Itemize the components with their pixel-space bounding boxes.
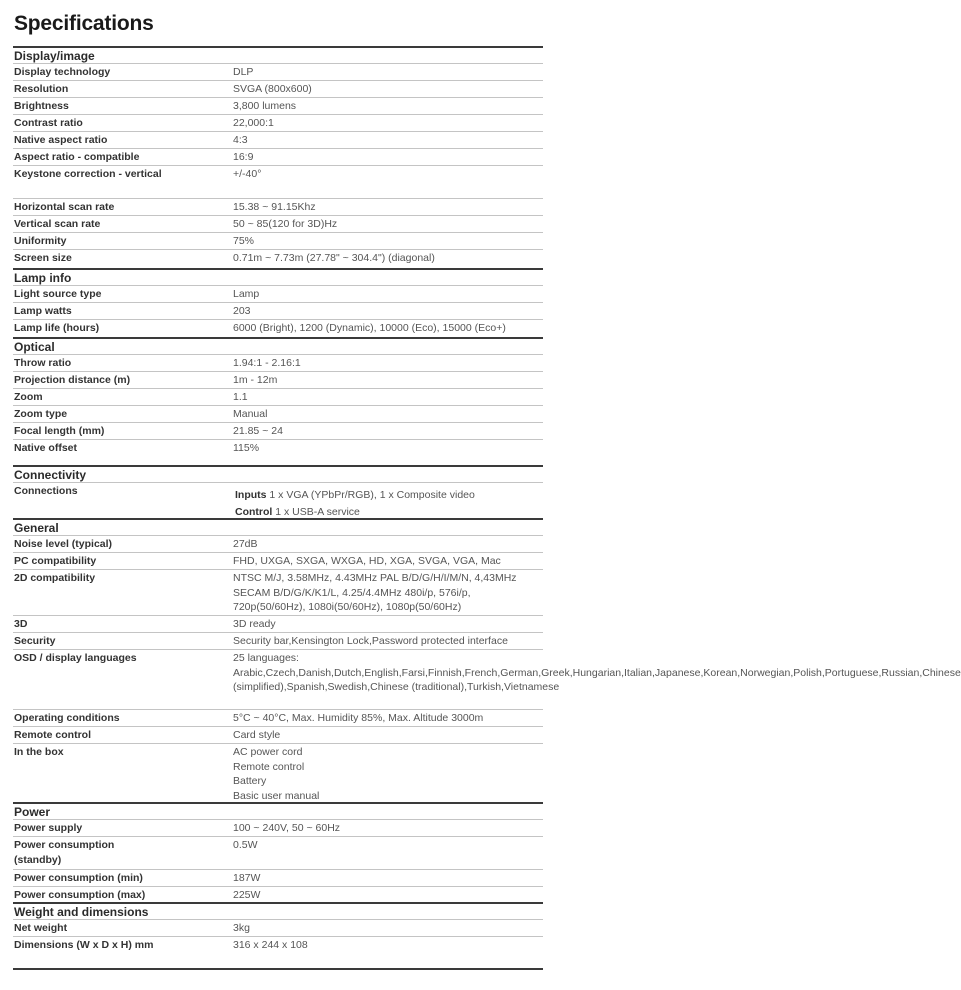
spec-value: 50 ~ 85(120 for 3D)Hz <box>233 218 338 230</box>
spec-value: 187W <box>233 872 261 884</box>
spec-value: 75% <box>233 235 255 247</box>
spec-label: Contrast ratio <box>14 117 83 129</box>
row-divider <box>13 354 543 355</box>
section-heading: General <box>14 521 59 535</box>
spec-value: 100 ~ 240V, 50 ~ 60Hz <box>233 822 341 834</box>
row-divider <box>13 709 543 710</box>
spec-label: Security <box>14 635 56 647</box>
spec-label: Power consumption (min) <box>14 872 143 884</box>
control-label: Control <box>235 506 273 518</box>
row-divider <box>13 371 543 372</box>
section-divider <box>13 337 543 339</box>
spec-value: Card style <box>233 729 281 741</box>
row-divider <box>13 131 543 132</box>
spec-value: +/-40° <box>233 168 262 180</box>
row-divider <box>13 319 543 320</box>
row-divider <box>13 249 543 250</box>
spec-value: 225W <box>233 889 261 901</box>
spec-value: NTSC M/J, 3.58MHz, 4.43MHz PAL B/D/G/H/I/M/N, 4,43MHz SECAM B/D/G/K/K1/L, 4.25/4.4MHz 480i/p, 576i/p, 720p(50/60Hz), 1080i(50/60Hz), 1080p(50/60Hz) <box>233 572 517 613</box>
spec-label: Horizontal scan rate <box>14 201 115 213</box>
row-divider <box>13 422 543 423</box>
spec-label: Light source type <box>14 288 102 300</box>
row-divider <box>13 198 543 199</box>
spec-label: Lamp life (hours) <box>14 322 100 334</box>
spec-value: AC power cord Remote control Battery Basic user manual <box>233 746 320 802</box>
spec-value: 3kg <box>233 922 250 934</box>
spec-label: Remote control <box>14 729 92 741</box>
section-divider <box>13 465 543 467</box>
inputs-value: 1 x VGA (YPbPr/RGB), 1 x Composite video <box>269 489 475 501</box>
row-divider <box>13 482 543 483</box>
spec-value: 1.1 <box>233 391 248 403</box>
spec-label: Throw ratio <box>14 357 72 369</box>
spec-label: Power consumption (max) <box>14 889 146 901</box>
spec-value: Lamp <box>233 288 260 300</box>
row-divider <box>13 743 543 744</box>
spec-label: 3D <box>14 618 28 630</box>
spec-label: Resolution <box>14 83 69 95</box>
spec-label: Power supply <box>14 822 83 834</box>
spec-label: Dimensions (W x D x H) mm <box>14 939 154 951</box>
spec-value: 203 <box>233 305 251 317</box>
spec-label: Native aspect ratio <box>14 134 108 146</box>
spec-label: Power consumption (standby) <box>14 839 115 866</box>
section-heading: Lamp info <box>14 271 72 285</box>
section-divider <box>13 902 543 904</box>
spec-label: Zoom type <box>14 408 68 420</box>
row-divider <box>13 165 543 166</box>
spec-value: Manual <box>233 408 268 420</box>
spec-label: PC compatibility <box>14 555 97 567</box>
spec-label: Net weight <box>14 922 68 934</box>
section-divider <box>13 518 543 520</box>
section-divider <box>13 46 543 48</box>
bottom-divider <box>13 968 543 970</box>
spec-value: 1m - 12m <box>233 374 278 386</box>
section-heading: Display/image <box>14 49 95 63</box>
spec-label: Lamp watts <box>14 305 72 317</box>
row-divider <box>13 819 543 820</box>
row-divider <box>13 302 543 303</box>
spec-value: 25 languages: Arabic,Czech,Danish,Dutch,English,Farsi,Finnish,French,German,Greek,Hungarian,Italian,Japanese,Korean,Norwegian,Polish,Portuguese,Russian,Chinese (simplified),Spanish,Swedish,Chinese (traditional),Turkish,Vietnamese <box>233 652 961 693</box>
spec-label: Zoom <box>14 391 43 403</box>
spec-value: 1.94:1 - 2.16:1 <box>233 357 301 369</box>
row-divider <box>13 615 543 616</box>
spec-value: FHD, UXGA, SXGA, WXGA, HD, XGA, SVGA, VGA, Mac <box>233 555 501 567</box>
spec-label: Aspect ratio - compatible <box>14 151 140 163</box>
spec-value: 0.71m ~ 7.73m (27.78" ~ 304.4") (diagonal) <box>233 252 435 264</box>
row-divider <box>13 569 543 570</box>
spec-value: 3D ready <box>233 618 276 630</box>
spec-label: OSD / display languages <box>14 652 137 664</box>
spec-value: 15.38 ~ 91.15Khz <box>233 201 316 213</box>
spec-value: 3,800 lumens <box>233 100 297 112</box>
spec-label: Focal length (mm) <box>14 425 105 437</box>
spec-label: Vertical scan rate <box>14 218 101 230</box>
row-divider <box>13 405 543 406</box>
spec-label: Keystone correction - vertical <box>14 168 162 180</box>
section-heading: Optical <box>14 340 55 354</box>
row-divider <box>13 285 543 286</box>
spec-label: 2D compatibility <box>14 572 96 584</box>
spec-label: Native offset <box>14 442 78 454</box>
row-divider <box>13 552 543 553</box>
section-divider <box>13 802 543 804</box>
row-divider <box>13 232 543 233</box>
spec-value: 4:3 <box>233 134 248 146</box>
spec-value: SVGA (800x600) <box>233 83 312 95</box>
spec-value: 0.5W <box>233 839 258 851</box>
row-divider <box>13 80 543 81</box>
spec-label: Screen size <box>14 252 72 264</box>
spec-value: 5°C ~ 40°C, Max. Humidity 85%, Max. Altitude 3000m <box>233 712 484 724</box>
spec-label: Noise level (typical) <box>14 538 113 550</box>
section-heading: Power <box>14 805 51 819</box>
section-heading: Weight and dimensions <box>14 905 149 919</box>
row-divider <box>13 936 543 937</box>
row-divider <box>13 97 543 98</box>
spec-label: Brightness <box>14 100 69 112</box>
row-divider <box>13 388 543 389</box>
row-divider <box>13 535 543 536</box>
row-divider <box>13 215 543 216</box>
spec-value: 6000 (Bright), 1200 (Dynamic), 10000 (Eco), 15000 (Eco+) <box>233 322 506 334</box>
spec-value: 316 x 244 x 108 <box>233 939 308 951</box>
spec-value: 22,000:1 <box>233 117 274 129</box>
spec-label: Connections <box>14 485 78 497</box>
row-divider <box>13 836 543 837</box>
row-divider <box>13 439 543 440</box>
row-divider <box>13 63 543 64</box>
inputs-line <box>235 487 565 504</box>
spec-label: Projection distance (m) <box>14 374 131 386</box>
spec-value-connections <box>235 487 565 521</box>
spec-label: In the box <box>14 746 64 758</box>
spec-label: Operating conditions <box>14 712 120 724</box>
spec-label: Display technology <box>14 66 111 78</box>
row-divider <box>13 869 543 870</box>
page-title: Specifications <box>14 12 154 35</box>
spec-value: 115% <box>233 442 260 454</box>
inputs-label: Inputs <box>235 489 267 501</box>
row-divider <box>13 919 543 920</box>
row-divider <box>13 886 543 887</box>
row-divider <box>13 632 543 633</box>
spec-value: 16:9 <box>233 151 254 163</box>
row-divider <box>13 114 543 115</box>
section-divider <box>13 268 543 270</box>
control-value: 1 x USB-A service <box>275 506 360 518</box>
section-heading: Connectivity <box>14 468 87 482</box>
row-divider <box>13 726 543 727</box>
spec-value: Security bar,Kensington Lock,Password protected interface <box>233 635 508 647</box>
spec-value: DLP <box>233 66 254 78</box>
spec-value: 27dB <box>233 538 258 550</box>
spec-value: 21.85 ~ 24 <box>233 425 283 437</box>
spec-label: Uniformity <box>14 235 67 247</box>
row-divider <box>13 649 543 650</box>
row-divider <box>13 148 543 149</box>
